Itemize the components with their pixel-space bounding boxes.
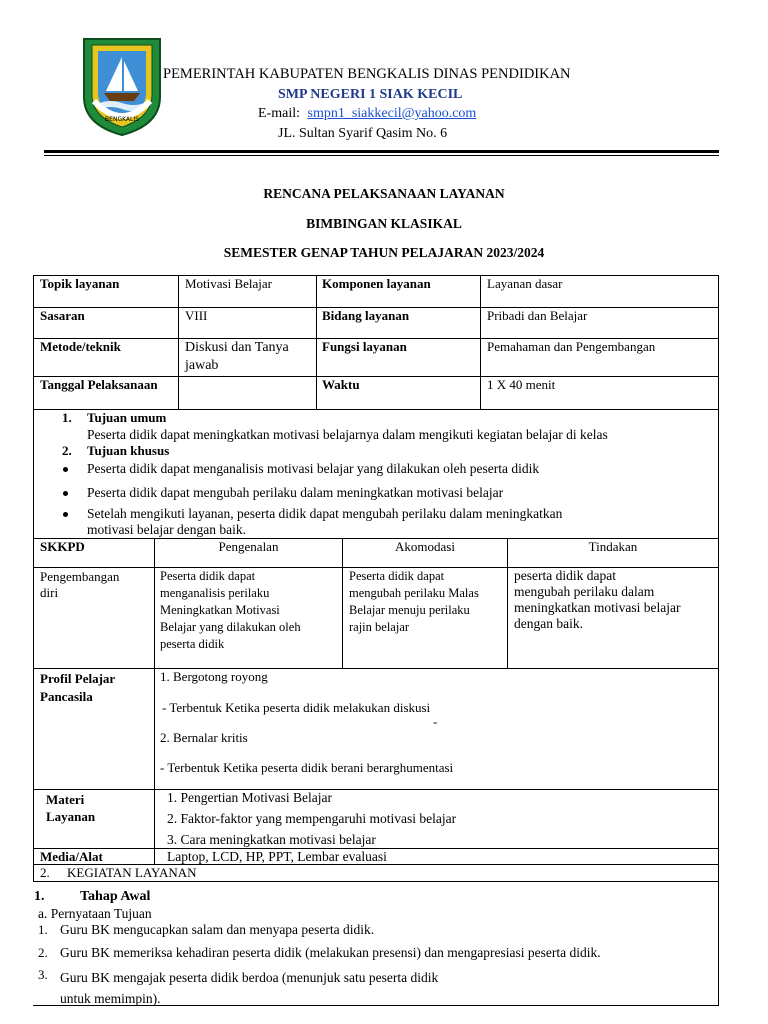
bullet-dot [63, 491, 68, 496]
header-agency: PEMERINTAH KABUPATEN BENGKALIS DINAS PENDIDIKAN [163, 66, 571, 82]
kegiatan-num: 2. [40, 865, 50, 880]
step-1-text: Guru BK mengucapkan salam dan menyapa peserta didik. [60, 922, 375, 937]
bullet-dot [63, 467, 68, 472]
metode-label: Metode/teknik [40, 339, 121, 354]
tahap-num: 1. [34, 889, 45, 904]
email-label: E-mail: [258, 106, 300, 121]
tindakan-cell [514, 568, 680, 632]
pengenalan-line: Meningkatkan Motivasi [160, 603, 280, 617]
tujuan-khusus-item-1: Peserta didik dapat menganalisis motivasi belajar yang dilakukan oleh peserta didik [87, 461, 540, 476]
materi-label [46, 791, 95, 825]
skkpd-row-label [40, 569, 119, 601]
svg-text:BENGKALIS: BENGKALIS [105, 116, 139, 123]
tujuan-khusus-label: Tujuan khusus [87, 443, 170, 458]
profil-item-1-detail: - Terbentuk Ketika peserta didik melakukan diskusi [162, 700, 431, 715]
pengenalan-line: Peserta didik dapat [160, 569, 256, 583]
metode-value [185, 339, 289, 375]
tindakan-line: meningkatkan motivasi belajar [514, 600, 681, 615]
tujuan-khusus-num: 2. [62, 443, 72, 458]
media-label: Media/Alat [40, 849, 103, 864]
komponen-label: Komponen layanan [322, 276, 431, 291]
akomodasi-header: Akomodasi [395, 539, 455, 554]
profil-label [40, 670, 115, 706]
akomodasi-cell [349, 568, 479, 636]
tindakan-line: dengan baik. [514, 616, 583, 631]
tujuan-khusus-item-3-line-1: Setelah mengikuti layanan, peserta didik dapat mengubah perilaku dalam meningkatkan [87, 506, 563, 521]
pengenalan-line: Belajar yang dilakukan oleh [160, 620, 301, 634]
tahap-sub: a. Pernyataan Tujuan [38, 906, 152, 921]
tujuan-khusus-item-2: Peserta didik dapat mengubah perilaku dalam meningkatkan motivasi belajar [87, 485, 504, 500]
metode-line-1: Diskusi dan Tanya [185, 340, 289, 355]
school-logo [80, 35, 164, 137]
doc-semester: SEMESTER GENAP TAHUN PELAJARAN 2023/2024 [223, 245, 545, 260]
pengenalan-line: peserta didik [160, 637, 225, 651]
step-2-num: 2. [38, 945, 48, 960]
letterhead-rule-thick [44, 150, 719, 153]
step-3-text [60, 967, 438, 1009]
bullet-dot [63, 512, 68, 517]
profil-label-line-1: Profil Pelajar [40, 671, 116, 686]
akomodasi-line: mengubah perilaku Malas [349, 586, 479, 600]
tujuan-umum-num: 1. [62, 410, 72, 425]
step-3-line-1: Guru BK mengajak peserta didik berdoa (menunjuk satu peserta didik [60, 970, 439, 985]
tujuan-umum-text: Peserta didik dapat meningkatkan motivasi belajarnya dalam mengikuti kegiatan belajar di kelas [87, 427, 608, 442]
doc-subtitle: BIMBINGAN KLASIKAL [306, 216, 462, 231]
tujuan-khusus-item-3 [87, 506, 562, 538]
topik-value: Motivasi Belajar [185, 276, 273, 291]
skkpd-header: SKKPD [40, 539, 85, 554]
step-2-text: Guru BK memeriksa kehadiran peserta didik (melakukan presensi) dan mengapresiasi peserta didik. [60, 945, 601, 960]
letterhead-rule-thin [44, 155, 719, 156]
step-1-num: 1. [38, 922, 48, 937]
materi-label-line-1: Materi [46, 792, 85, 807]
pengenalan-line: menganalisis perilaku [160, 586, 270, 600]
kegiatan-label: KEGIATAN LAYANAN [67, 865, 197, 880]
tahap-label: Tahap Awal [80, 889, 151, 904]
profil-dash: - [433, 714, 438, 729]
materi-label-line-2: Layanan [46, 809, 96, 824]
fungsi-label: Fungsi layanan [322, 339, 407, 354]
waktu-value: 1 X 40 menit [487, 377, 556, 392]
akomodasi-line: Peserta didik dapat [349, 569, 445, 583]
komponen-value: Layanan dasar [487, 276, 563, 291]
sasaran-value: VIII [185, 308, 208, 323]
fungsi-value: Pemahaman dan Pengembangan [487, 339, 656, 354]
tujuan-khusus-item-3-line-2: motivasi belajar dengan baik. [87, 522, 246, 537]
header-school: SMP NEGERI 1 SIAK KECIL [278, 87, 463, 102]
profil-item-2: 2. Bernalar kritis [160, 730, 248, 745]
profil-label-line-2: Pancasila [40, 689, 93, 704]
tujuan-umum-label: Tujuan umum [87, 410, 167, 425]
media-value: Laptop, LCD, HP, PPT, Lembar evaluasi [167, 849, 387, 864]
step-3-line-2: untuk memimpin). [60, 991, 161, 1006]
bidang-value: Pribadi dan Belajar [487, 308, 588, 323]
pengenalan-header: Pengenalan [218, 539, 279, 554]
step-3-num: 3. [38, 967, 48, 982]
header-email-row [258, 106, 758, 122]
akomodasi-line: Belajar menuju perilaku [349, 603, 470, 617]
akomodasi-line: rajin belajar [349, 620, 410, 634]
header-address: JL. Sultan Syarif Qasim No. 6 [278, 126, 448, 141]
materi-item-1: 1. Pengertian Motivasi Belajar [167, 790, 332, 805]
email-link[interactable]: smpn1_siakkecil@yahoo.com [307, 106, 477, 121]
skkpd-row-label-line-2: diri [40, 585, 59, 600]
profil-item-2-detail: - Terbentuk Ketika peserta didik berani berarghumentasi [160, 760, 454, 775]
pengenalan-cell [160, 568, 301, 653]
profil-item-1: 1. Bergotong royong [160, 669, 268, 684]
sasaran-label: Sasaran [40, 308, 85, 323]
crest-icon [80, 35, 164, 137]
tanggal-label: Tanggal Pelaksanaan [40, 377, 158, 392]
materi-item-2: 2. Faktor-faktor yang mempengaruhi motivasi belajar [167, 811, 457, 826]
waktu-label: Waktu [322, 377, 360, 392]
bidang-label: Bidang layanan [322, 308, 410, 323]
tindakan-header: Tindakan [588, 539, 638, 554]
materi-item-3: 3. Cara meningkatkan motivasi belajar [167, 832, 376, 847]
tindakan-line: peserta didik dapat [514, 568, 616, 583]
skkpd-row-label-line-1: Pengembangan [40, 569, 120, 584]
topik-label: Topik layanan [40, 276, 120, 291]
metode-line-2: jawab [185, 358, 219, 373]
doc-title: RENCANA PELAKSANAAN LAYANAN [263, 186, 505, 201]
tindakan-line: mengubah perilaku dalam [514, 584, 655, 599]
